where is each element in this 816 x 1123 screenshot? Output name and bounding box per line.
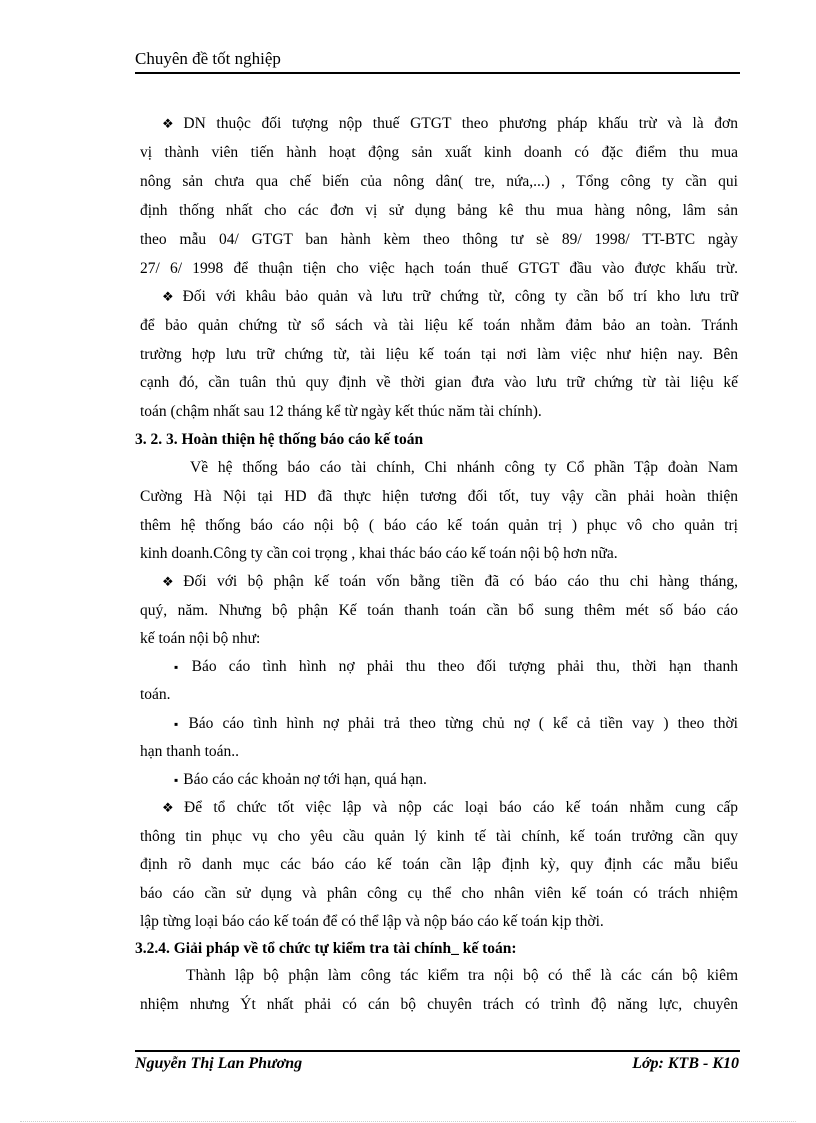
text-line: ❖ Đối với bộ phận kế toán vốn bằng tiền đã có báo cáo thu chi hàng tháng, bbox=[162, 573, 739, 590]
text-line: Về hệ thống báo cáo tài chính, Chi nhánh công ty Cổ phần Tập đoàn Nam bbox=[190, 459, 738, 476]
section-heading: 3.2.4. Giải pháp về tổ chức tự kiểm tra tài chính_ kế toán: bbox=[135, 940, 517, 957]
text-line: vị thành viên tiến hành hoạt động sản xuất kinh doanh có đặc điểm thu mua bbox=[140, 144, 738, 161]
text-line: nhiệm nhưng Ýt nhất phải có cán bộ chuyên trách có trình độ năng lực, chuyên bbox=[140, 996, 738, 1013]
diamond-bullet-icon: ❖ bbox=[162, 574, 181, 589]
header-title: Chuyên đề tốt nghiệp bbox=[135, 49, 281, 68]
text-line: ❖ Đối với khâu bảo quản và lưu trữ chứng từ, công ty cần bố trí kho lưu trữ bbox=[162, 288, 739, 305]
footer-rule bbox=[135, 1050, 740, 1052]
text-line: 27/ 6/ 1998 để thuận tiện cho việc hạch toán thuế GTGT đầu vào được khấu trừ. bbox=[140, 260, 738, 277]
footer-class: Lớp: KTB - K10 bbox=[632, 1055, 739, 1072]
list-item: ▪ Báo cáo tình hình nợ phải thu theo đối tượng phải thu, thời hạn thanh bbox=[174, 658, 738, 675]
text-line: để bảo quản chứng từ sổ sách và tài liệu kế toán nhằm đảm bảo an toàn. Tránh bbox=[140, 317, 738, 334]
square-bullet-icon: ▪ bbox=[174, 660, 187, 674]
text-line: trường hợp lưu trữ chứng từ, tài liệu kế toán tại nơi làm việc như hiện nay. Bên bbox=[140, 346, 738, 363]
diamond-bullet-icon: ❖ bbox=[162, 800, 182, 815]
footer-author: Nguyễn Thị Lan Phương bbox=[135, 1055, 303, 1072]
page-header bbox=[135, 48, 740, 74]
text-line: toán (chậm nhất sau 12 tháng kể từ ngày kết thúc năm tài chính). bbox=[140, 403, 542, 420]
text-line: kế toán nội bộ như: bbox=[140, 630, 261, 647]
square-bullet-icon: ▪ bbox=[174, 717, 184, 731]
text-line: cạnh đó, cần tuân thủ quy định về thời gian đưa vào lưu trữ chứng từ tài liệu kế bbox=[140, 374, 738, 391]
diamond-bullet-icon: ❖ bbox=[162, 289, 180, 304]
text-line: ❖ DN thuộc đối tượng nộp thuế GTGT theo phương pháp khấu trừ và là đơn bbox=[162, 115, 739, 132]
text-line: báo cáo cần sử dụng và phân công cụ thể cho nhân viên kế toán có trách nhiệm bbox=[140, 885, 738, 902]
text-line: Cường Hà Nội tại HD đã thực hiện tương đối tốt, tuy vậy cần phải hoàn thiện bbox=[140, 488, 738, 505]
diamond-bullet-icon: ❖ bbox=[162, 116, 181, 131]
text-line: theo mẫu 04/ GTGT ban hành kèm theo thông tư sè 89/ 1998/ TT-BTC ngày bbox=[140, 231, 738, 248]
text-line: quý, năm. Nhưng bộ phận Kế toán thanh toán cần bổ sung thêm mét số báo cáo bbox=[140, 602, 738, 619]
square-bullet-icon: ▪ bbox=[174, 773, 179, 787]
text-line: toán. bbox=[140, 686, 171, 703]
text-line: ❖ Để tổ chức tốt việc lập và nộp các loại báo cáo kế toán nhằm cung cấp bbox=[162, 799, 738, 816]
text-line: Thành lập bộ phận làm công tác kiểm tra nội bộ có thể là các cán bộ kiêm bbox=[186, 967, 738, 984]
list-item: ▪ Báo cáo các khoản nợ tới hạn, quá hạn. bbox=[174, 771, 427, 788]
text-line: lập từng loại báo cáo kế toán để có thể lập và nộp báo cáo kế toán kịp thời. bbox=[140, 913, 604, 930]
section-heading: 3. 2. 3. Hoàn thiện hệ thống báo cáo kế toán bbox=[135, 431, 424, 448]
text-line: thông tin phục vụ cho yêu cầu quản lý kinh tế tài chính, kế toán trưởng cần quy bbox=[140, 828, 738, 845]
text-line: định thống nhất cho các đơn vị sử dụng bảng kê thu mua hàng nông, lâm sản bbox=[140, 202, 738, 219]
text-line: kinh doanh.Công ty cần coi trọng , khai thác báo cáo kế toán nội bộ hơn nữa. bbox=[140, 545, 618, 562]
text-line: thêm hệ thống báo cáo nội bộ ( báo cáo kế toán quản trị ) phục vô cho quản trị bbox=[140, 517, 738, 534]
text-line: hạn thanh toán.. bbox=[140, 743, 240, 760]
text-line: định rõ danh mục các báo cáo kế toán cần lập định kỳ, quy định các mẫu biểu bbox=[140, 856, 738, 873]
page-edge bbox=[20, 1121, 796, 1122]
list-item: ▪ Báo cáo tình hình nợ phải trả theo từng chủ nợ ( kể cả tiền vay ) theo thời bbox=[174, 715, 738, 732]
text-line: nông sản chưa qua chế biến của nông dân( tre, nứa,...) , Tổng công ty cần qui bbox=[140, 173, 738, 190]
